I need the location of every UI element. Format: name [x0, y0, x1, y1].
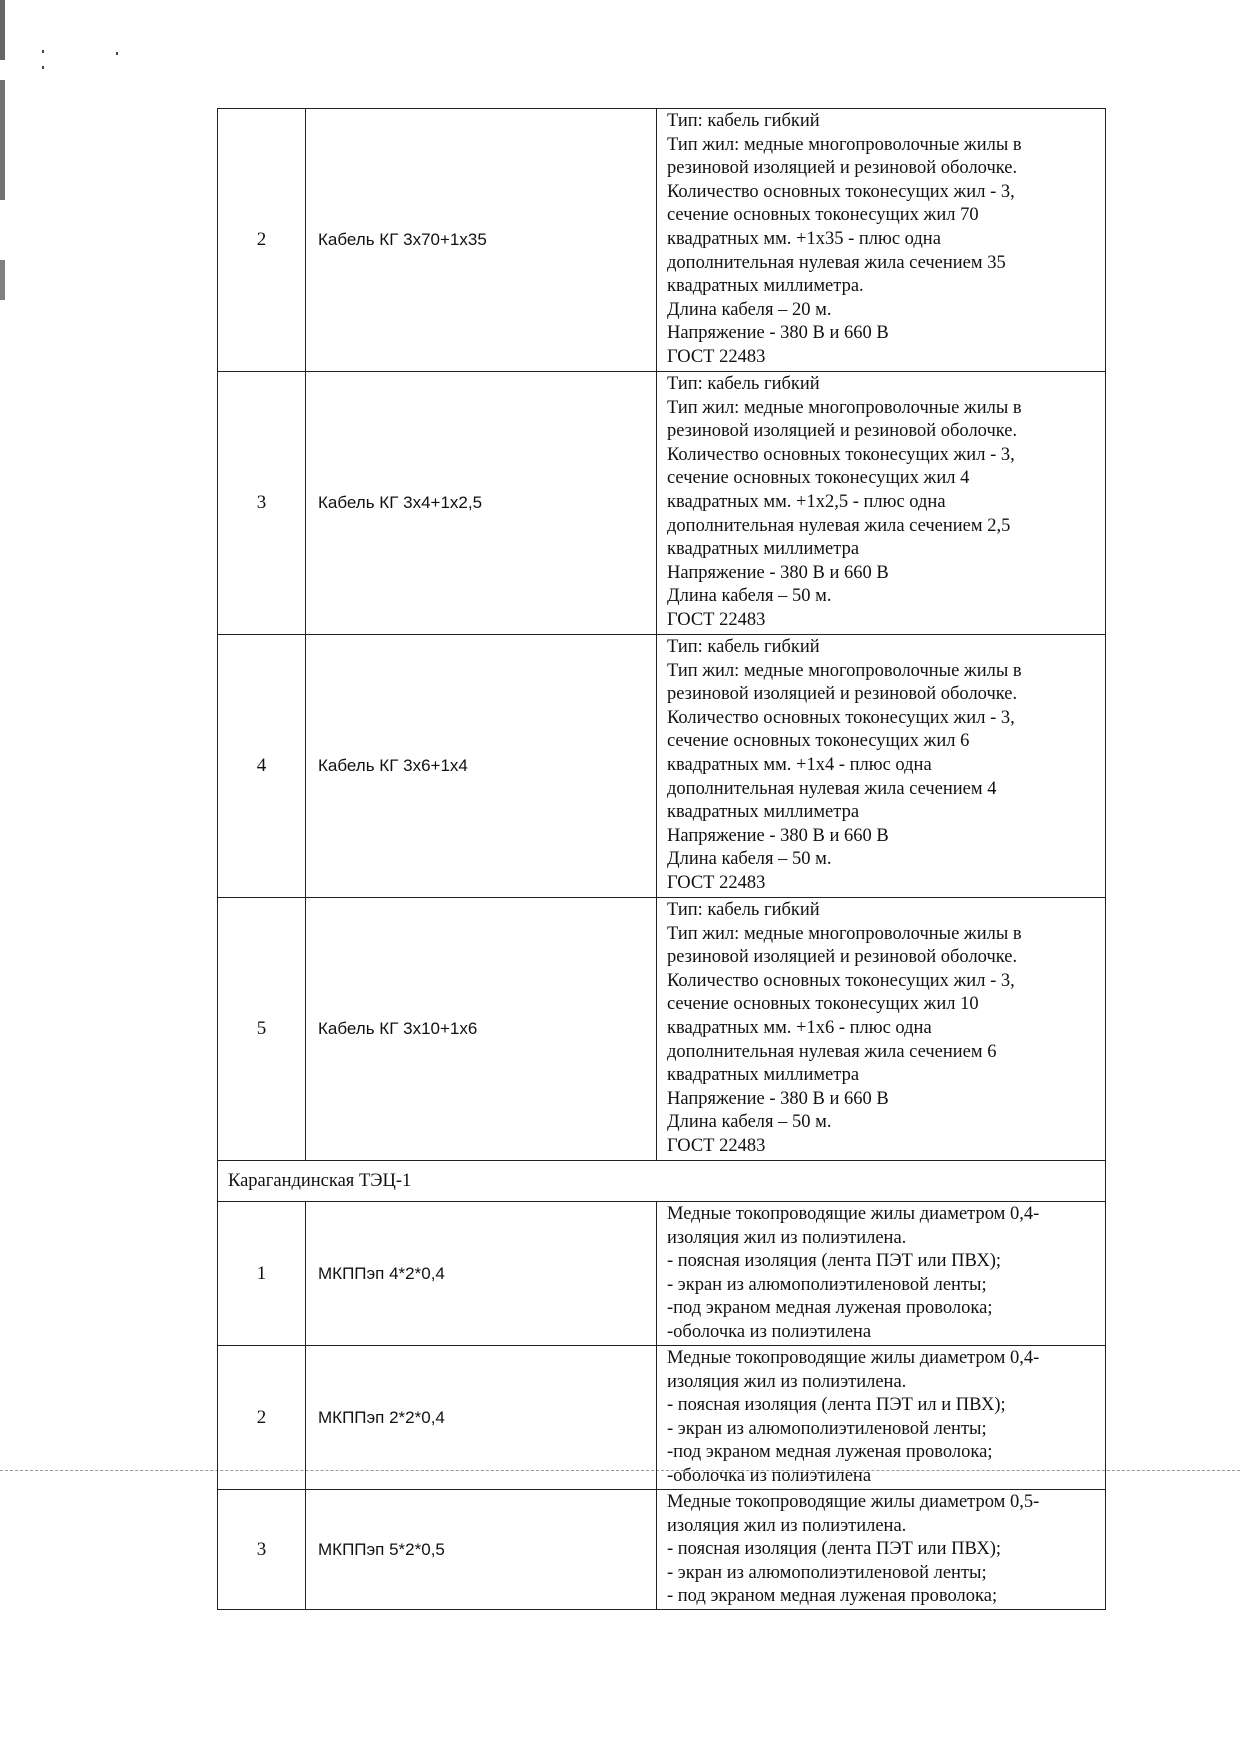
description-line: Напряжение - 380 В и 660 В [667, 825, 889, 846]
table-row [218, 109, 1106, 372]
description-line: квадратных миллиметра [667, 1065, 860, 1086]
row-number: 2 [218, 1346, 306, 1490]
description-line: Тип жил: медные многопроволочные жилы в [667, 923, 1022, 944]
table-row [218, 1490, 1106, 1610]
description-line: Напряжение - 380 В и 660 В [667, 1088, 889, 1109]
description-line: квадратных миллиметра [667, 539, 860, 560]
description-line: Длина кабеля – 50 м. [667, 1112, 832, 1133]
description-line: дополнительная нулевая жила сечением 6 [667, 1041, 997, 1062]
item-description [657, 1346, 1106, 1490]
description-line: квадратных мм. +1х2,5 - плюс одна [667, 491, 946, 512]
description-line: - экран из алюмополиэтиленовой ленты; [667, 1274, 987, 1295]
description-line: -оболочка из полиэтилена [667, 1321, 872, 1342]
description-line: - поясная изоляция (лента ПЭТ или ПВХ); [667, 1539, 1002, 1560]
description-line: дополнительная нулевая жила сечением 2,5 [667, 515, 1011, 536]
item-description [657, 635, 1106, 898]
row-number: 5 [218, 898, 306, 1161]
table-row [218, 1202, 1106, 1346]
description-line: Тип жил: медные многопроволочные жилы в [667, 397, 1022, 418]
item-name: Кабель КГ 3х70+1х35 [306, 109, 657, 372]
description-line: изоляция жил из полиэтилена. [667, 1227, 907, 1248]
item-name: МКППэп 4*2*0,4 [306, 1202, 657, 1346]
description-line: Тип жил: медные многопроволочные жилы в [667, 660, 1022, 681]
description-line: - экран из алюмополиэтиленовой ленты; [667, 1418, 987, 1439]
description-line: дополнительная нулевая жила сечением 35 [667, 252, 1006, 273]
description-line: ГОСТ 22483 [667, 872, 766, 893]
item-name: Кабель КГ 3х4+1х2,5 [306, 372, 657, 635]
description-line: резиновой изоляцией и резиновой оболочке. [667, 684, 1018, 705]
description-line: Медные токопроводящие жилы диаметром 0,4- [667, 1204, 1040, 1224]
description-line: резиновой изоляцией и резиновой оболочке. [667, 421, 1018, 442]
description-line: ГОСТ 22483 [667, 346, 766, 367]
description-line: сечение основных токонесущих жил 10 [667, 994, 979, 1015]
description-line: дополнительная нулевая жила сечением 4 [667, 778, 997, 799]
description-line: квадратных мм. +1х6 - плюс одна [667, 1017, 932, 1038]
table-row [218, 372, 1106, 635]
description-line: - поясная изоляция (лента ПЭТ ил и ПВХ); [667, 1395, 1006, 1416]
description-line: сечение основных токонесущих жил 70 [667, 205, 979, 226]
description-line: изоляция жил из полиэтилена. [667, 1371, 907, 1392]
description-line: Количество основных токонесущих жил - 3, [667, 970, 1015, 991]
description-line: Количество основных токонесущих жил - 3, [667, 444, 1015, 465]
item-description [657, 898, 1106, 1161]
item-description [657, 109, 1106, 372]
scan-speck [42, 66, 44, 69]
row-number: 1 [218, 1202, 306, 1346]
description-line: Длина кабеля – 20 м. [667, 299, 832, 320]
description-line: Длина кабеля – 50 м. [667, 849, 832, 870]
item-name: Кабель КГ 3х6+1х4 [306, 635, 657, 898]
description-line: Количество основных токонесущих жил - 3, [667, 707, 1015, 728]
description-line: сечение основных токонесущих жил 4 [667, 468, 970, 489]
description-line: квадратных миллиметра. [667, 276, 864, 297]
item-description [657, 1490, 1106, 1610]
description-line: Тип: кабель гибкий [667, 900, 820, 920]
description-line: Тип: кабель гибкий [667, 637, 820, 657]
item-name: МКППэп 2*2*0,4 [306, 1346, 657, 1490]
description-line: Напряжение - 380 В и 660 В [667, 323, 889, 344]
cable-spec-table [217, 108, 1106, 1610]
description-line: -оболочка из полиэтилена [667, 1465, 872, 1486]
description-line: - экран из алюмополиэтиленовой ленты; [667, 1562, 987, 1583]
description-line: квадратных миллиметра [667, 802, 860, 823]
description-line: ГОСТ 22483 [667, 609, 766, 630]
description-line: сечение основных токонесущих жил 6 [667, 731, 970, 752]
description-line: Медные токопроводящие жилы диаметром 0,4- [667, 1348, 1040, 1368]
description-line: Медные токопроводящие жилы диаметром 0,5- [667, 1492, 1040, 1512]
item-description [657, 372, 1106, 635]
scan-edge-artifact [0, 0, 5, 400]
description-line: Тип жил: медные многопроволочные жилы в [667, 134, 1022, 155]
scan-speck [42, 50, 44, 53]
item-description [657, 1202, 1106, 1346]
description-line: Тип: кабель гибкий [667, 374, 820, 394]
row-number: 4 [218, 635, 306, 898]
table-row [218, 1346, 1106, 1490]
description-line: -под экраном медная луженая проволока; [667, 1298, 993, 1319]
description-line: ГОСТ 22483 [667, 1135, 766, 1156]
description-line: - под экраном медная луженая проволока; [667, 1586, 998, 1607]
description-line: квадратных мм. +1х4 - плюс одна [667, 754, 932, 775]
section-header-row [218, 1161, 1106, 1202]
description-line: Тип: кабель гибкий [667, 111, 820, 131]
description-line: резиновой изоляцией и резиновой оболочке. [667, 158, 1018, 179]
description-line: -под экраном медная луженая проволока; [667, 1442, 993, 1463]
table-row [218, 898, 1106, 1161]
description-line: Напряжение - 380 В и 660 В [667, 562, 889, 583]
description-line: изоляция жил из полиэтилена. [667, 1515, 907, 1536]
section-title: Карагандинская ТЭЦ-1 [218, 1161, 1106, 1202]
scan-speck [116, 52, 118, 55]
item-name: Кабель КГ 3х10+1х6 [306, 898, 657, 1161]
row-number: 3 [218, 372, 306, 635]
row-number: 3 [218, 1490, 306, 1610]
description-line: резиновой изоляцией и резиновой оболочке. [667, 947, 1018, 968]
item-name: МКППэп 5*2*0,5 [306, 1490, 657, 1610]
description-line: квадратных мм. +1х35 - плюс одна [667, 228, 941, 249]
table-row [218, 635, 1106, 898]
row-number: 2 [218, 109, 306, 372]
description-line: - поясная изоляция (лента ПЭТ или ПВХ); [667, 1251, 1002, 1272]
description-line: Длина кабеля – 50 м. [667, 586, 832, 607]
description-line: Количество основных токонесущих жил - 3, [667, 181, 1015, 202]
